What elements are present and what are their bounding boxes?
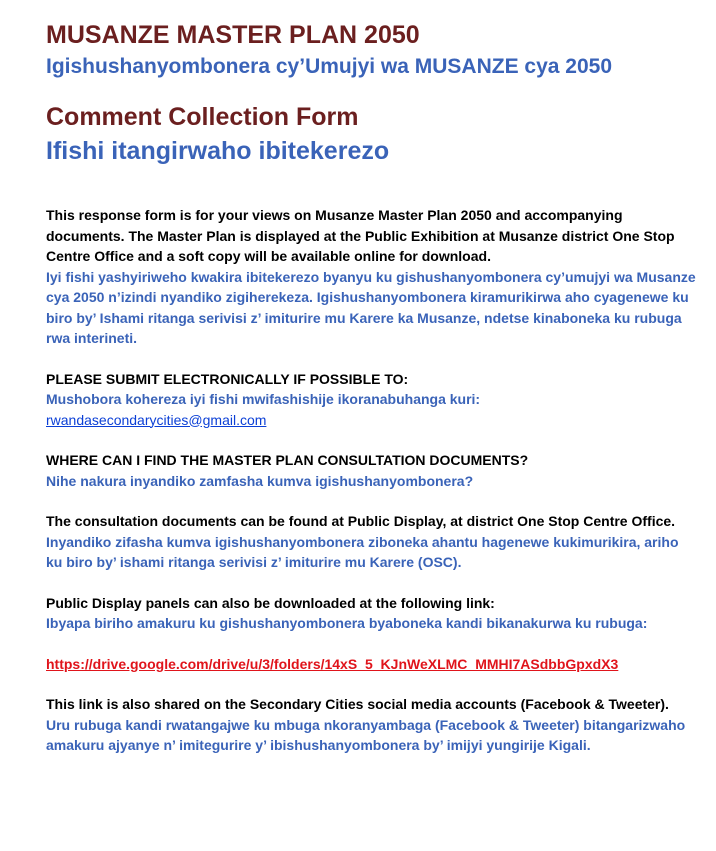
- submit-heading: PLEASE SUBMIT ELECTRONICALLY IF POSSIBLE TO:: [46, 370, 409, 387]
- display-text-english: The consultation documents can be found at Public Display, at district One Stop Centre Office.: [46, 513, 676, 529]
- where-section: [46, 450, 696, 491]
- panels-text-english: Public Display panels can also be downloaded at the following link:: [46, 594, 495, 611]
- where-question: WHERE CAN I FIND THE MASTER PLAN CONSULTATION DOCUMENTS?: [46, 452, 529, 468]
- social-text-kinyarwanda: Uru rubuga kandi rwatangajwe ku mbuga nkoranyambaga (Facebook & Tweeter) bitangarizwaho amakuru ajyanye n’ imitegurire y’ ibishushanyombonera by’ imijyi yungirije Kigali.: [46, 716, 686, 753]
- panels-section: [46, 593, 696, 634]
- page-subtitle: Igishushanyombonera cy’Umujyi wa MUSANZE cya 2050: [46, 55, 613, 78]
- intro-section: [46, 205, 696, 349]
- display-section: [46, 511, 696, 573]
- link-section: [46, 654, 696, 675]
- form-title: Comment Collection Form: [46, 103, 359, 131]
- form-title-kinyarwanda: Ifishi itangirwaho ibitekerezo: [46, 137, 390, 165]
- intro-text-english: This response form is for your views on Musanze Master Plan 2050 and accompanying documents. The Master Plan is displayed at the Public Exhibition at Musanze district One Stop Centre Office and a soft copy will be available online for download.: [46, 207, 675, 264]
- panels-text-kinyarwanda: Ibyapa biriho amakuru ku gishushanyombonera byaboneka kandi bikanakurwa ku rubuga:: [46, 615, 648, 631]
- display-text-kinyarwanda: Inyandiko zifasha kumva igishushanyombonera ziboneka ahantu hagenewe kukimurikira, ariho ku biro by’ ishami ritanga serivisi z’ imiturire mu Karere (OSC).: [46, 533, 679, 570]
- google-drive-link[interactable]: https://drive.google.com/drive/u/3/folders/14xS_5_KJnWeXLMC_MMHI7ASdbbGpxdX3: [46, 655, 619, 672]
- social-section: [46, 694, 696, 756]
- social-text-english: This link is also shared on the Secondary Cities social media accounts (Facebook & Tweeter).: [46, 696, 669, 712]
- document-page: [46, 20, 696, 756]
- email-link[interactable]: rwandasecondarycities@gmail.com: [46, 411, 267, 428]
- page-title: MUSANZE MASTER PLAN 2050: [46, 21, 420, 49]
- where-question-kinyarwanda: Nihe nakura inyandiko zamfasha kumva igishushanyombonera?: [46, 472, 474, 489]
- intro-text-kinyarwanda: Iyi fishi yashyiriweho kwakira ibitekerezo byanyu ku gishushanyombonera cy’umujyi wa Musanze cya 2050 n’izindi nyandiko zigiherekeza. Igishushanyombonera kiramurikirwa aho cyagenewe ku biro by’ Ishami ritanga serivisi z’ imiturire mu Karere ka Musanze, ndetse kinaboneka ku rubuga rwa interineti.: [46, 268, 696, 346]
- submit-heading-kinyarwanda: Mushobora kohereza iyi fishi mwifashishije ikoranabuhanga kuri:: [46, 391, 481, 407]
- submit-section: [46, 369, 696, 431]
